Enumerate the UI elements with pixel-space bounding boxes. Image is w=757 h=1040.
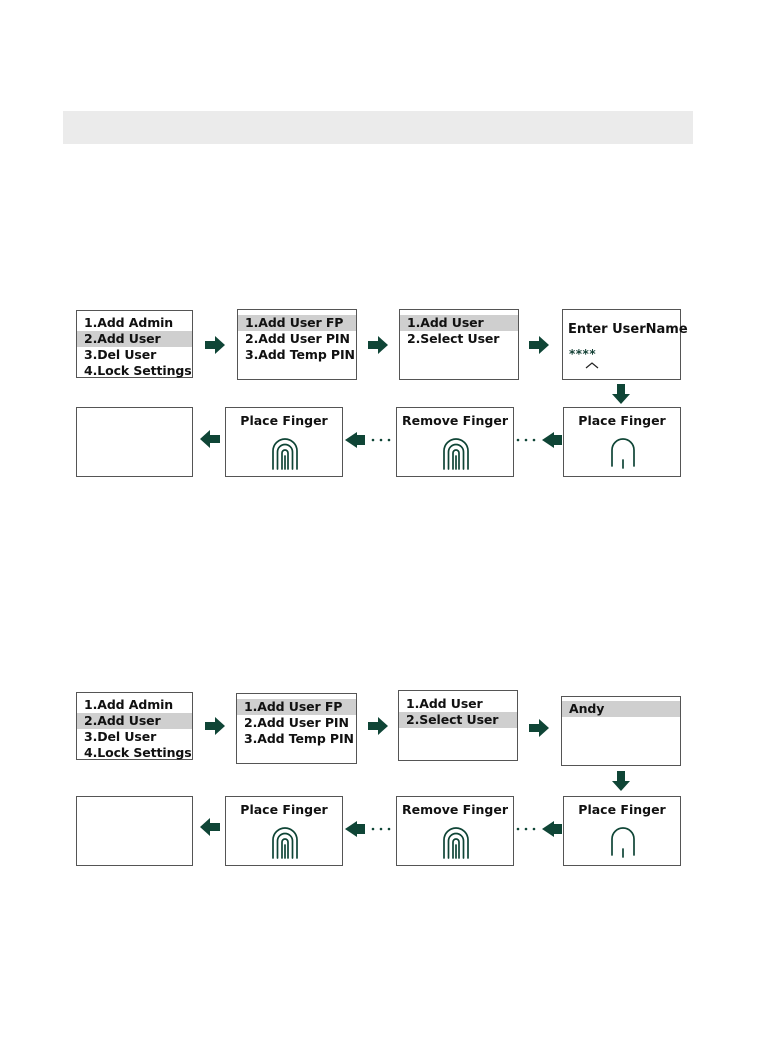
place-finger-screen-first: [563, 796, 681, 866]
connector-dots: [514, 821, 562, 841]
enter-username-screen: [562, 309, 688, 380]
username-input[interactable]: ****: [569, 347, 597, 361]
connector-dots: [514, 432, 562, 452]
arrow-left-icon: [200, 818, 220, 836]
user-list-screen: [561, 696, 681, 766]
connector-dots: [345, 432, 393, 452]
menu-item-add-user[interactable]: 2.Add User: [77, 713, 192, 729]
arrow-down-icon: [612, 771, 630, 791]
menu-item-del-user[interactable]: 3.Del User: [84, 347, 157, 362]
place-finger-screen-second: [225, 796, 343, 866]
remove-finger-screen: [396, 796, 514, 866]
arrow-right-icon: [368, 717, 388, 735]
fingerprint-icon: [271, 827, 299, 859]
menu-item-add-user[interactable]: 2.Add User: [77, 331, 192, 347]
blank-screen: [76, 407, 193, 477]
menu-item-select-user[interactable]: 2.Select User: [399, 712, 517, 728]
arrow-right-icon: [205, 717, 225, 735]
place-finger-title: Place Finger: [578, 802, 666, 817]
user-list-item[interactable]: Andy: [562, 701, 680, 717]
place-finger-title: Place Finger: [240, 802, 328, 817]
arrow-left-icon: [345, 432, 393, 448]
menu-item-add-user-new[interactable]: 1.Add User: [400, 315, 518, 331]
place-finger-screen-second: [225, 407, 343, 477]
method-menu-screen: [399, 309, 519, 380]
menu-item-select-user[interactable]: 2.Select User: [407, 331, 500, 346]
method-menu-screen: [398, 690, 518, 761]
fingerprint-icon: [442, 827, 470, 859]
arrow-right-icon: [529, 719, 549, 737]
menu-item-add-temp-pin[interactable]: 3.Add Temp PIN: [245, 347, 355, 362]
menu-item-add-user-pin[interactable]: 2.Add User PIN: [245, 331, 350, 346]
menu-item-add-admin[interactable]: 1.Add Admin: [84, 697, 174, 712]
arrow-left-icon: [514, 821, 562, 837]
enter-username-title: Enter UserName: [568, 322, 688, 337]
main-menu-screen: [76, 692, 193, 760]
finger-outline-icon: [610, 436, 636, 470]
main-menu-screen: [76, 310, 193, 378]
menu-item-add-user-new[interactable]: 1.Add User: [406, 696, 483, 711]
finger-outline-icon: [610, 825, 636, 859]
menu-item-add-user-fp[interactable]: 1.Add User FP: [238, 315, 356, 331]
menu-item-add-user-pin[interactable]: 2.Add User PIN: [244, 715, 349, 730]
arrow-right-icon: [529, 336, 549, 354]
place-finger-title: Place Finger: [578, 413, 666, 428]
arrow-right-icon: [368, 336, 388, 354]
arrow-right-icon: [205, 336, 225, 354]
arrow-left-icon: [345, 821, 393, 837]
menu-item-del-user[interactable]: 3.Del User: [84, 729, 157, 744]
blank-screen: [76, 796, 193, 866]
place-finger-title: Place Finger: [240, 413, 328, 428]
menu-item-lock-settings[interactable]: 4.Lock Settings: [84, 745, 192, 760]
section-banner: [63, 111, 693, 144]
user-menu-screen: [236, 693, 357, 764]
menu-item-lock-settings[interactable]: 4.Lock Settings: [84, 363, 192, 378]
menu-item-add-admin[interactable]: 1.Add Admin: [84, 315, 174, 330]
menu-item-add-user-fp[interactable]: 1.Add User FP: [237, 699, 356, 715]
remove-finger-title: Remove Finger: [401, 413, 508, 428]
remove-finger-screen: [396, 407, 514, 477]
connector-dots: [345, 821, 393, 841]
menu-item-add-temp-pin[interactable]: 3.Add Temp PIN: [244, 731, 354, 746]
arrow-left-icon: [514, 432, 562, 448]
fingerprint-icon: [271, 438, 299, 470]
caret-up-icon: [585, 362, 599, 369]
fingerprint-icon: [442, 438, 470, 470]
user-menu-screen: [237, 309, 357, 380]
remove-finger-title: Remove Finger: [401, 802, 508, 817]
place-finger-screen-first: [563, 407, 681, 477]
arrow-down-icon: [612, 384, 630, 404]
arrow-left-icon: [200, 430, 220, 448]
